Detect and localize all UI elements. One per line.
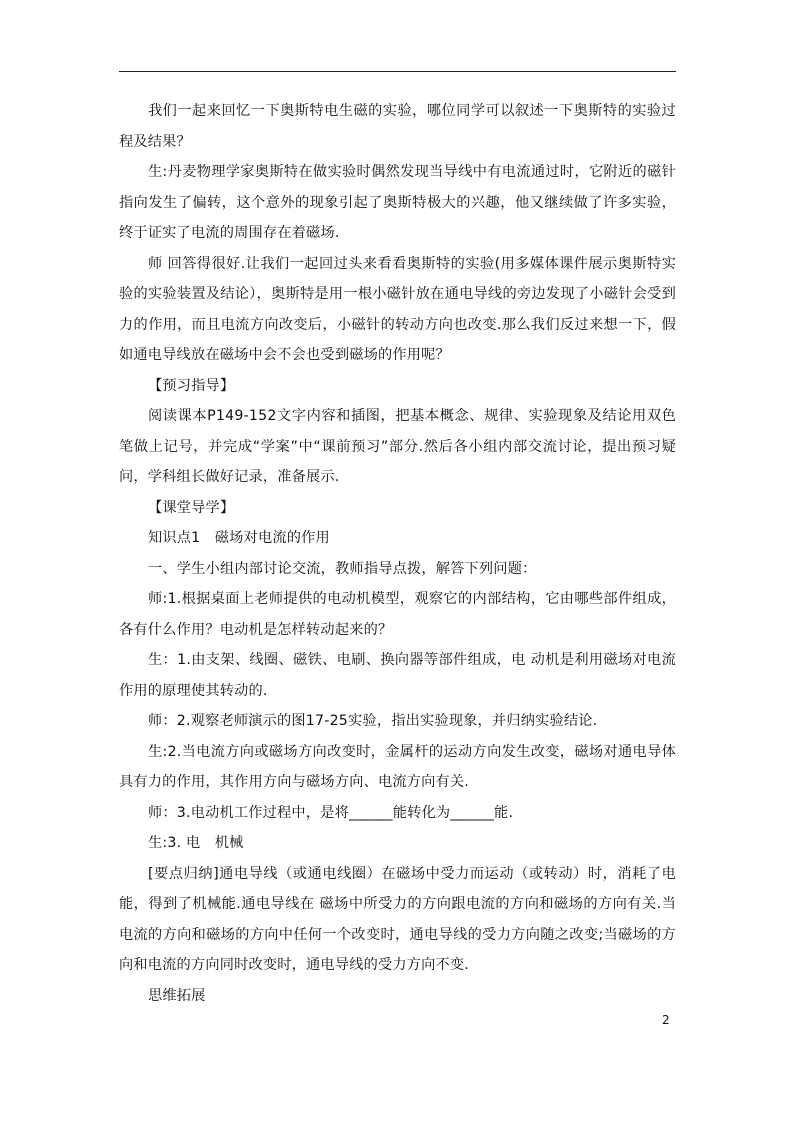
student-answer-3: 生:3. 电 机械	[148, 835, 244, 851]
header-rule	[119, 71, 676, 72]
teacher-question-1: 师:1.根据桌面上老师提供的电动机模型，观察它的内部结构，它由哪些部件组成，各有什么作用？电动机是怎样转动起来的？	[119, 591, 676, 638]
paragraph-preview-instructions: 阅读课本P149-152文字内容和插图，把基本概念、规律、实验现象及结论用双色笔做上记号，并完成“学案”中“课前预习”部分.然后各小组内部交流讨论，提出预习疑问，学科组长做好记录，准备展示.	[119, 408, 676, 485]
heading-thinking-extension: 思维拓展	[148, 987, 206, 1004]
student-answer-1: 生：1.由支架、线圈、磁铁、电刷、换向器等部件组成，电 动机是利用磁场对电流作用的原理使其转动的.	[119, 652, 676, 699]
page-content	[119, 96, 676, 1011]
paragraph-teacher-review: 师 回答得很好.让我们一起回过头来看看奥斯特的实验(用多媒体课件展示奥斯特实验的实验装置及结论），奥斯特是用一根小磁针放在通电导线的旁边发现了小磁针会受到力的作用，而且电流方向改变后，小磁针的转动方向也改变.那么我们反过来想一下，假如通电导线放在磁场中会不会也受到磁场的作用呢？	[119, 255, 676, 363]
key-points-summary: [要点归纳]通电导线（或通电线圈）在磁场中受力而运动（或转动）时，消耗了电能，得到了机械能.通电导线在 磁场中所受力的方向跟电流的方向和磁场的方向有关.当电流的方向和磁场的方向中任何一个改变时，通电导线的受力方向随之改变;当磁场的方向和电流的方向同时改变时，通电导线的受力方向不变.	[119, 865, 676, 973]
teacher-question-3: 师：3.电动机工作过程中，是将______能转化为______能.	[148, 804, 514, 821]
paragraph-student-answer: 生:丹麦物理学家奥斯特在做实验时偶然发现当导线中有电流通过时，它附近的磁针指向发生了偏转，这个意外的现象引起了奥斯特极大的兴趣，他又继续做了许多实验，终于证实了电流的周围存在着磁场.	[119, 164, 676, 241]
paragraph-intro-question: 我们一起来回忆一下奥斯特电生磁的实验，哪位同学可以叙述一下奥斯特的实验过程及结果？	[119, 103, 676, 150]
teacher-question-2: 师：2.观察老师演示的图17-25实验，指出实验现象，并归纳实验结论.	[148, 713, 598, 729]
heading-class-guide: 【课堂导学】	[148, 499, 235, 516]
student-answer-2: 生:2.当电流方向或磁场方向改变时，金属杆的运动方向发生改变，磁场对通电导体具有力的作用，其作用方向与磁场方向、电流方向有关.	[119, 743, 676, 790]
knowledge-point-1: 知识点1 磁场对电流的作用	[148, 530, 330, 546]
paragraph-discussion: 一、学生小组内部讨论交流，教师指导点拨，解答下列问题：	[148, 560, 537, 577]
page-number: 2	[662, 1013, 670, 1027]
heading-preview-guide: 【预习指导】	[148, 377, 235, 394]
